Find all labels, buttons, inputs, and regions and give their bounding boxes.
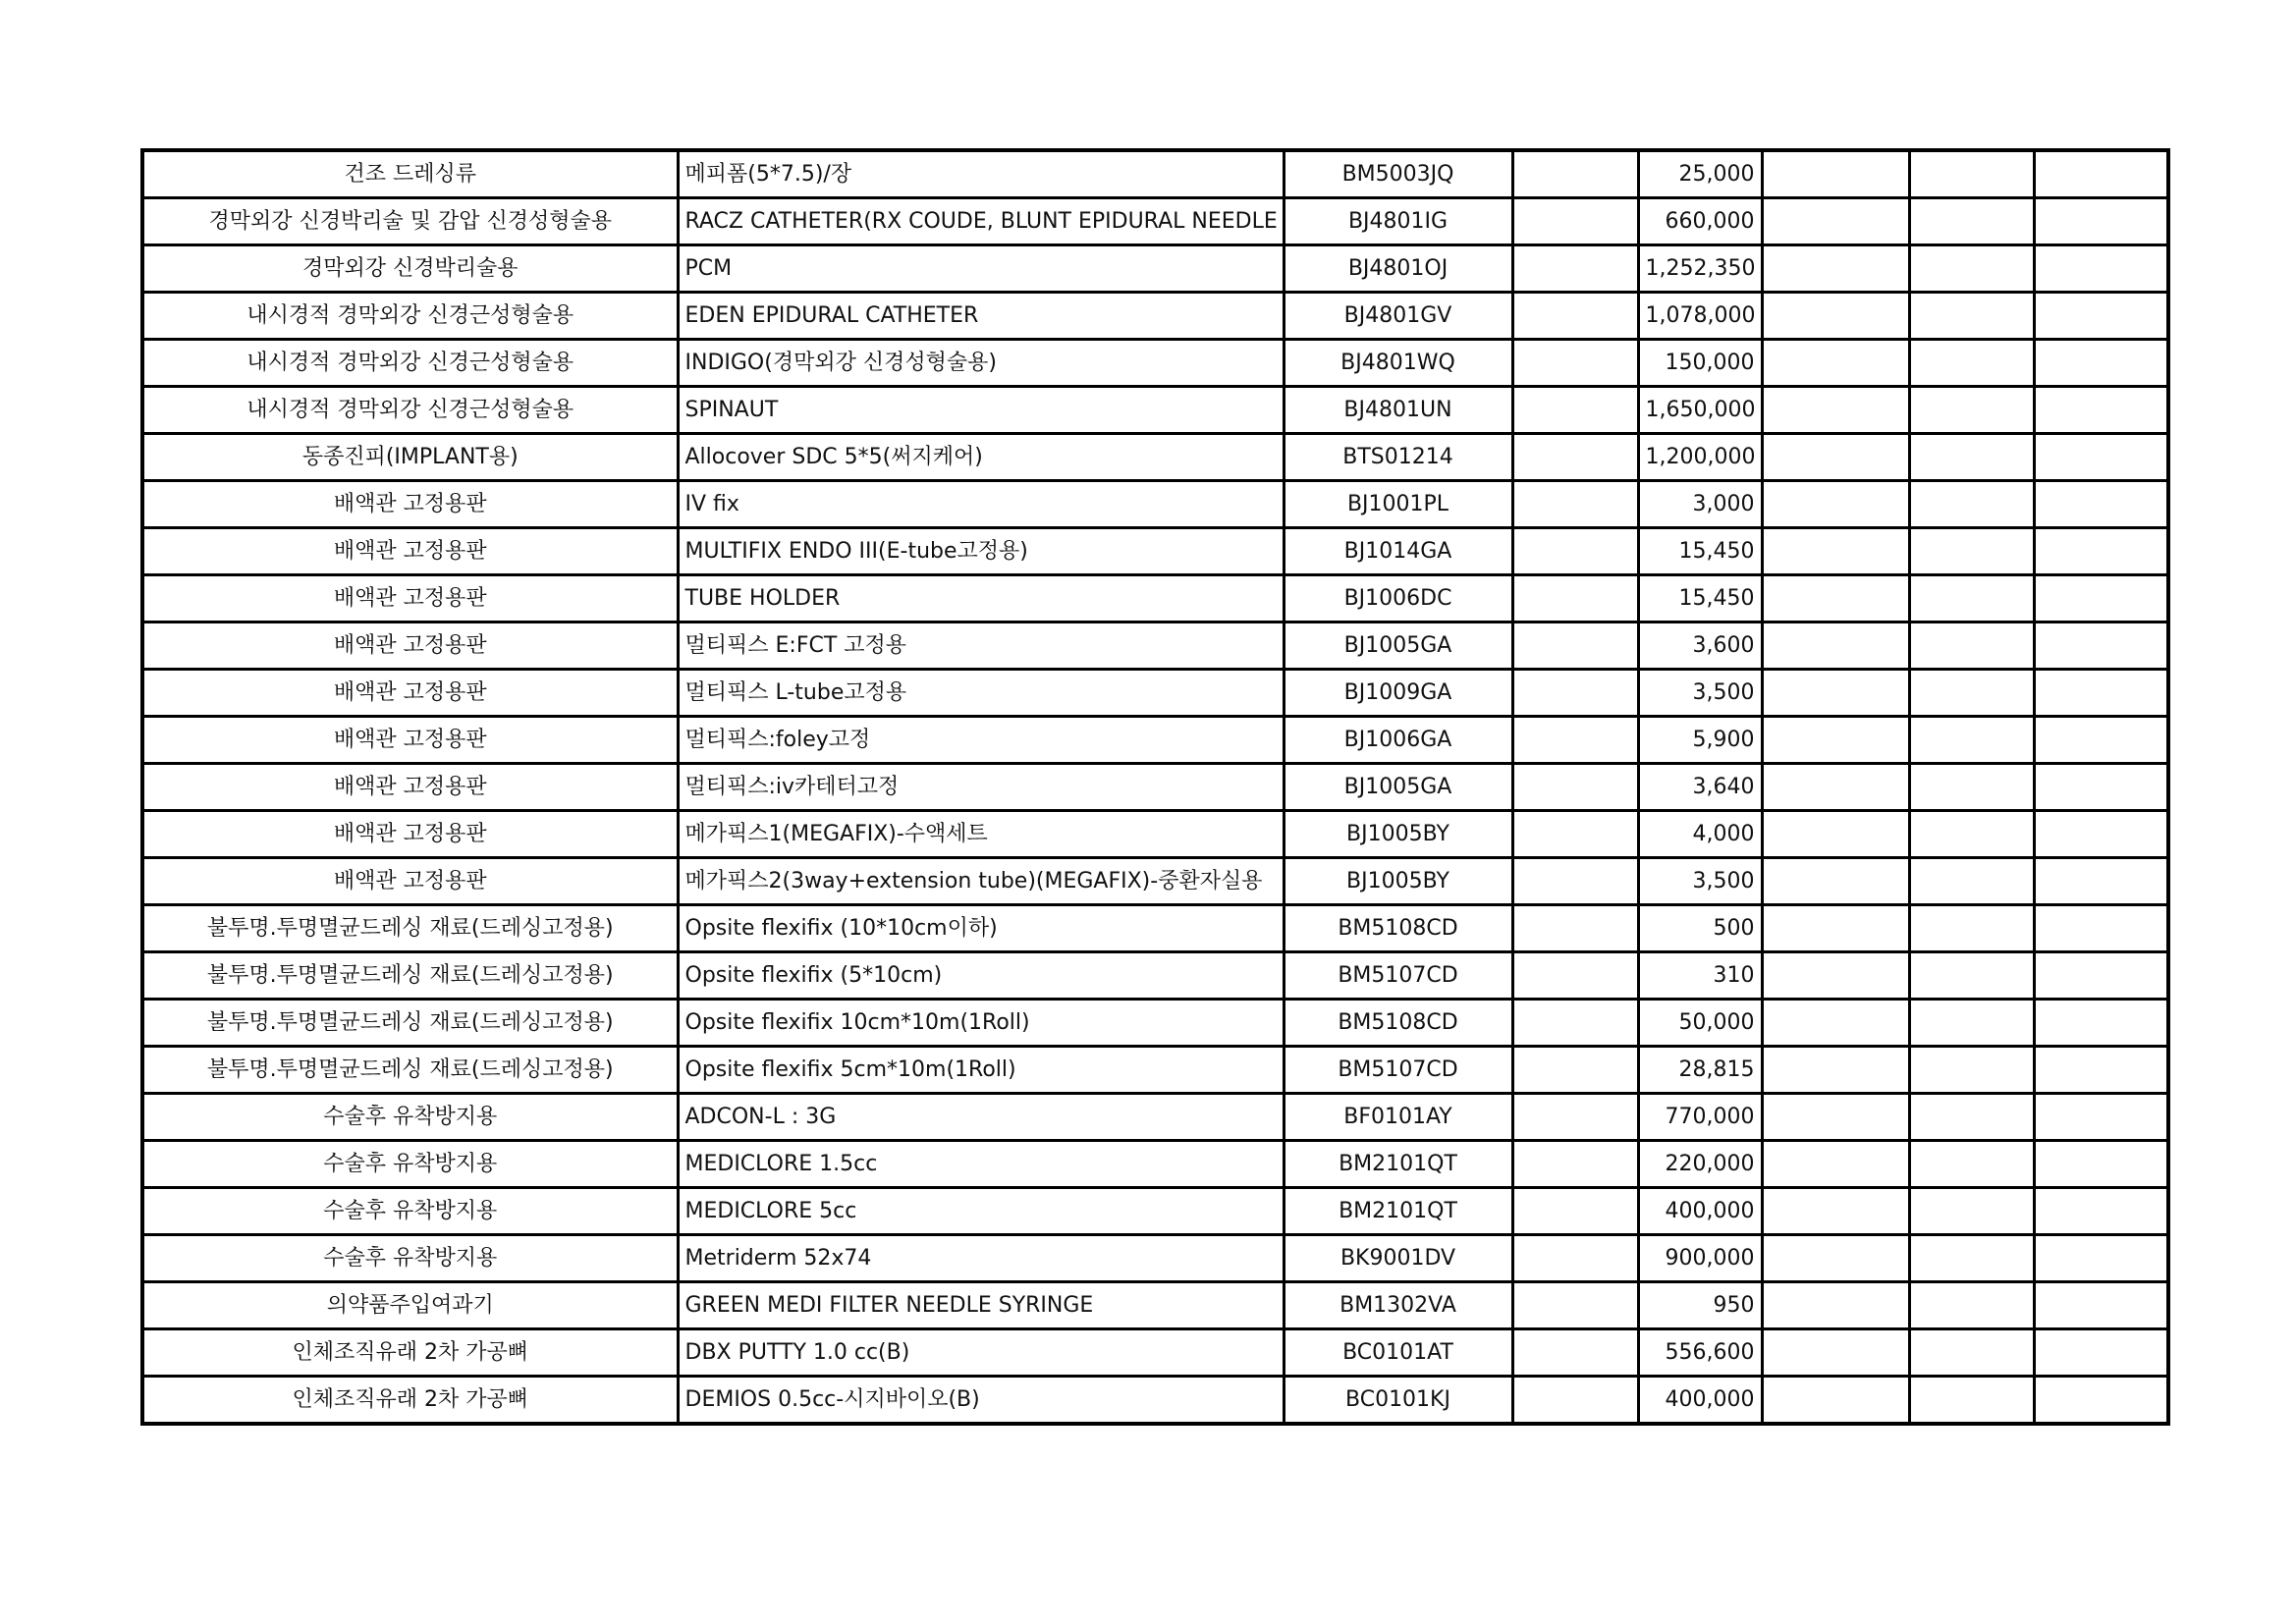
empty-cell — [1762, 528, 1909, 575]
empty-cell — [1762, 198, 1909, 245]
product-name-cell: 멀티픽스 L-tube고정용 — [678, 670, 1284, 717]
empty-cell — [1512, 1329, 1638, 1377]
table-row — [142, 905, 2168, 952]
price-cell: 150,000 — [1638, 340, 1762, 387]
category-cell: 배액관 고정용판 — [142, 481, 678, 528]
empty-cell — [1512, 150, 1638, 198]
empty-cell — [1909, 764, 2034, 811]
empty-cell — [1762, 811, 1909, 858]
empty-cell — [1909, 670, 2034, 717]
empty-cell — [1512, 623, 1638, 670]
price-cell: 1,200,000 — [1638, 434, 1762, 481]
product-code-cell: BM2101QT — [1284, 1188, 1512, 1235]
product-name-cell: Opsite flexifix (5*10cm) — [678, 952, 1284, 1000]
empty-cell — [1909, 245, 2034, 293]
table-row — [142, 764, 2168, 811]
category-cell: 인체조직유래 2차 가공뼈 — [142, 1377, 678, 1425]
empty-cell — [2034, 811, 2168, 858]
table-row — [142, 858, 2168, 905]
price-cell: 50,000 — [1638, 1000, 1762, 1047]
category-cell: 배액관 고정용판 — [142, 670, 678, 717]
price-cell: 3,000 — [1638, 481, 1762, 528]
empty-cell — [1512, 245, 1638, 293]
category-cell: 배액관 고정용판 — [142, 717, 678, 764]
product-name-cell: DBX PUTTY 1.0 cc(B) — [678, 1329, 1284, 1377]
product-code-cell: BJ1006GA — [1284, 717, 1512, 764]
category-cell: 수술후 유착방지용 — [142, 1094, 678, 1141]
empty-cell — [1909, 434, 2034, 481]
empty-cell — [2034, 293, 2168, 340]
product-code-cell: BM1302VA — [1284, 1282, 1512, 1329]
empty-cell — [1762, 387, 1909, 434]
empty-cell — [1909, 1235, 2034, 1282]
empty-cell — [1512, 1047, 1638, 1094]
empty-cell — [1909, 1094, 2034, 1141]
empty-cell — [1762, 764, 1909, 811]
price-cell: 220,000 — [1638, 1141, 1762, 1188]
empty-cell — [1512, 528, 1638, 575]
product-code-cell: BJ1009GA — [1284, 670, 1512, 717]
price-cell: 25,000 — [1638, 150, 1762, 198]
empty-cell — [2034, 434, 2168, 481]
empty-cell — [1762, 1282, 1909, 1329]
price-cell: 15,450 — [1638, 575, 1762, 623]
category-cell: 배액관 고정용판 — [142, 858, 678, 905]
empty-cell — [1909, 1282, 2034, 1329]
empty-cell — [1512, 1377, 1638, 1425]
empty-cell — [1512, 905, 1638, 952]
table-row — [142, 1282, 2168, 1329]
price-cell: 3,640 — [1638, 764, 1762, 811]
empty-cell — [1512, 1282, 1638, 1329]
table-row — [142, 198, 2168, 245]
empty-cell — [1762, 1329, 1909, 1377]
product-code-cell: BM5108CD — [1284, 905, 1512, 952]
category-cell: 건조 드레싱류 — [142, 150, 678, 198]
product-name-cell: 멀티픽스 E:FCT 고정용 — [678, 623, 1284, 670]
price-cell: 4,000 — [1638, 811, 1762, 858]
empty-cell — [1512, 952, 1638, 1000]
empty-cell — [2034, 1235, 2168, 1282]
product-name-cell: Metriderm 52x74 — [678, 1235, 1284, 1282]
empty-cell — [1512, 575, 1638, 623]
price-cell: 310 — [1638, 952, 1762, 1000]
empty-cell — [2034, 1141, 2168, 1188]
price-cell: 5,900 — [1638, 717, 1762, 764]
empty-cell — [1909, 623, 2034, 670]
empty-cell — [1512, 340, 1638, 387]
price-cell: 500 — [1638, 905, 1762, 952]
category-cell: 배액관 고정용판 — [142, 811, 678, 858]
empty-cell — [1909, 387, 2034, 434]
price-cell: 3,500 — [1638, 670, 1762, 717]
product-name-cell: IV fix — [678, 481, 1284, 528]
empty-cell — [1512, 434, 1638, 481]
table-row — [142, 1047, 2168, 1094]
product-code-cell: BJ1005BY — [1284, 858, 1512, 905]
price-cell: 950 — [1638, 1282, 1762, 1329]
price-cell: 770,000 — [1638, 1094, 1762, 1141]
product-name-cell: Opsite flexifix (10*10cm이하) — [678, 905, 1284, 952]
table-row — [142, 1235, 2168, 1282]
product-name-cell: Opsite flexifix 5cm*10m(1Roll) — [678, 1047, 1284, 1094]
price-cell: 3,500 — [1638, 858, 1762, 905]
empty-cell — [2034, 245, 2168, 293]
empty-cell — [1762, 1188, 1909, 1235]
table-row — [142, 528, 2168, 575]
product-name-cell: 메피폼(5*7.5)/장 — [678, 150, 1284, 198]
empty-cell — [2034, 1282, 2168, 1329]
table-row — [142, 1000, 2168, 1047]
product-code-cell: BTS01214 — [1284, 434, 1512, 481]
empty-cell — [1512, 1188, 1638, 1235]
empty-cell — [1762, 1235, 1909, 1282]
category-cell: 수술후 유착방지용 — [142, 1188, 678, 1235]
category-cell: 배액관 고정용판 — [142, 528, 678, 575]
product-code-cell: BC0101AT — [1284, 1329, 1512, 1377]
product-name-cell: Opsite flexifix 10cm*10m(1Roll) — [678, 1000, 1284, 1047]
empty-cell — [1762, 952, 1909, 1000]
category-cell: 불투명.투명멸균드레싱 재료(드레싱고정용) — [142, 952, 678, 1000]
table-row — [142, 717, 2168, 764]
empty-cell — [2034, 1329, 2168, 1377]
category-cell: 불투명.투명멸균드레싱 재료(드레싱고정용) — [142, 905, 678, 952]
product-code-cell: BJ4801GV — [1284, 293, 1512, 340]
empty-cell — [2034, 1377, 2168, 1425]
empty-cell — [1909, 198, 2034, 245]
table-row — [142, 623, 2168, 670]
product-name-cell: 멀티픽스:foley고정 — [678, 717, 1284, 764]
category-cell: 내시경적 경막외강 신경근성형술용 — [142, 340, 678, 387]
category-cell: 내시경적 경막외강 신경근성형술용 — [142, 293, 678, 340]
category-cell: 내시경적 경막외강 신경근성형술용 — [142, 387, 678, 434]
category-cell: 불투명.투명멸균드레싱 재료(드레싱고정용) — [142, 1000, 678, 1047]
empty-cell — [1762, 340, 1909, 387]
empty-cell — [1909, 811, 2034, 858]
empty-cell — [1909, 905, 2034, 952]
table-row — [142, 150, 2168, 198]
product-code-cell: BC0101KJ — [1284, 1377, 1512, 1425]
empty-cell — [1762, 717, 1909, 764]
empty-cell — [1762, 150, 1909, 198]
product-code-cell: BM5107CD — [1284, 1047, 1512, 1094]
table-row — [142, 481, 2168, 528]
category-cell: 경막외강 신경박리술 및 감압 신경성형술용 — [142, 198, 678, 245]
empty-cell — [2034, 481, 2168, 528]
empty-cell — [2034, 764, 2168, 811]
product-name-cell: GREEN MEDI FILTER NEEDLE SYRINGE — [678, 1282, 1284, 1329]
table-body — [142, 150, 2168, 1424]
price-cell: 1,078,000 — [1638, 293, 1762, 340]
empty-cell — [1762, 858, 1909, 905]
category-cell: 배액관 고정용판 — [142, 623, 678, 670]
empty-cell — [1909, 1000, 2034, 1047]
empty-cell — [1909, 575, 2034, 623]
product-code-cell: BJ1006DC — [1284, 575, 1512, 623]
product-name-cell: 메가픽스2(3way+extension tube)(MEGAFIX)-중환자실용 — [678, 858, 1284, 905]
empty-cell — [1909, 340, 2034, 387]
table-row — [142, 1377, 2168, 1425]
empty-cell — [2034, 387, 2168, 434]
table-row — [142, 1188, 2168, 1235]
price-table — [140, 148, 2170, 1426]
empty-cell — [1909, 1047, 2034, 1094]
category-cell: 배액관 고정용판 — [142, 575, 678, 623]
table-row — [142, 387, 2168, 434]
empty-cell — [1762, 1000, 1909, 1047]
product-name-cell: TUBE HOLDER — [678, 575, 1284, 623]
price-list-sheet — [140, 148, 2166, 1426]
empty-cell — [1909, 528, 2034, 575]
empty-cell — [1909, 1329, 2034, 1377]
empty-cell — [2034, 1188, 2168, 1235]
price-cell: 3,600 — [1638, 623, 1762, 670]
product-name-cell: MULTIFIX ENDO III(E-tube고정용) — [678, 528, 1284, 575]
empty-cell — [1909, 858, 2034, 905]
category-cell: 수술후 유착방지용 — [142, 1235, 678, 1282]
empty-cell — [1762, 1094, 1909, 1141]
empty-cell — [2034, 1094, 2168, 1141]
empty-cell — [1512, 481, 1638, 528]
empty-cell — [1909, 952, 2034, 1000]
product-name-cell: DEMIOS 0.5cc-시지바이오(B) — [678, 1377, 1284, 1425]
product-name-cell: RACZ CATHETER(RX COUDE, BLUNT EPIDURAL NEEDLE — [678, 198, 1284, 245]
table-row — [142, 670, 2168, 717]
table-row — [142, 1141, 2168, 1188]
empty-cell — [2034, 858, 2168, 905]
empty-cell — [2034, 952, 2168, 1000]
empty-cell — [2034, 198, 2168, 245]
price-cell: 400,000 — [1638, 1377, 1762, 1425]
product-name-cell: MEDICLORE 1.5cc — [678, 1141, 1284, 1188]
empty-cell — [1909, 717, 2034, 764]
product-name-cell: 멀티픽스:iv카테터고정 — [678, 764, 1284, 811]
category-cell: 불투명.투명멸균드레싱 재료(드레싱고정용) — [142, 1047, 678, 1094]
price-cell: 556,600 — [1638, 1329, 1762, 1377]
empty-cell — [1762, 905, 1909, 952]
product-code-cell: BM5107CD — [1284, 952, 1512, 1000]
empty-cell — [1762, 1047, 1909, 1094]
product-name-cell: PCM — [678, 245, 1284, 293]
empty-cell — [2034, 623, 2168, 670]
empty-cell — [1762, 293, 1909, 340]
category-cell: 인체조직유래 2차 가공뼈 — [142, 1329, 678, 1377]
table-row — [142, 434, 2168, 481]
empty-cell — [1762, 1377, 1909, 1425]
empty-cell — [1909, 481, 2034, 528]
empty-cell — [2034, 670, 2168, 717]
table-row — [142, 245, 2168, 293]
empty-cell — [1762, 481, 1909, 528]
empty-cell — [1512, 198, 1638, 245]
empty-cell — [2034, 1047, 2168, 1094]
product-code-cell: BJ4801WQ — [1284, 340, 1512, 387]
empty-cell — [2034, 1000, 2168, 1047]
product-code-cell: BM5108CD — [1284, 1000, 1512, 1047]
empty-cell — [1909, 293, 2034, 340]
product-name-cell: INDIGO(경막외강 신경성형술용) — [678, 340, 1284, 387]
empty-cell — [1762, 575, 1909, 623]
empty-cell — [1909, 1141, 2034, 1188]
category-cell: 의약품주입여과기 — [142, 1282, 678, 1329]
product-name-cell: Allocover SDC 5*5(써지케어) — [678, 434, 1284, 481]
product-code-cell: BJ1005GA — [1284, 623, 1512, 670]
product-code-cell: BJ1005GA — [1284, 764, 1512, 811]
empty-cell — [1512, 1235, 1638, 1282]
category-cell: 동종진피(IMPLANT용) — [142, 434, 678, 481]
empty-cell — [1512, 858, 1638, 905]
empty-cell — [2034, 717, 2168, 764]
empty-cell — [1512, 1000, 1638, 1047]
empty-cell — [1762, 623, 1909, 670]
product-code-cell: BM2101QT — [1284, 1141, 1512, 1188]
product-name-cell: 메가픽스1(MEGAFIX)-수액세트 — [678, 811, 1284, 858]
product-code-cell: BF0101AY — [1284, 1094, 1512, 1141]
empty-cell — [1909, 1188, 2034, 1235]
price-cell: 1,252,350 — [1638, 245, 1762, 293]
table-row — [142, 575, 2168, 623]
price-cell: 28,815 — [1638, 1047, 1762, 1094]
empty-cell — [2034, 340, 2168, 387]
table-row — [142, 340, 2168, 387]
price-cell: 400,000 — [1638, 1188, 1762, 1235]
table-row — [142, 293, 2168, 340]
product-name-cell: SPINAUT — [678, 387, 1284, 434]
empty-cell — [2034, 905, 2168, 952]
price-cell: 900,000 — [1638, 1235, 1762, 1282]
product-code-cell: BJ1005BY — [1284, 811, 1512, 858]
empty-cell — [1512, 764, 1638, 811]
product-code-cell: BJ1001PL — [1284, 481, 1512, 528]
price-cell: 1,650,000 — [1638, 387, 1762, 434]
category-cell: 배액관 고정용판 — [142, 764, 678, 811]
table-row — [142, 1094, 2168, 1141]
empty-cell — [1512, 717, 1638, 764]
empty-cell — [2034, 528, 2168, 575]
category-cell: 수술후 유착방지용 — [142, 1141, 678, 1188]
category-cell: 경막외강 신경박리술용 — [142, 245, 678, 293]
price-cell: 15,450 — [1638, 528, 1762, 575]
empty-cell — [1909, 1377, 2034, 1425]
empty-cell — [1762, 670, 1909, 717]
empty-cell — [1512, 1141, 1638, 1188]
empty-cell — [1512, 811, 1638, 858]
product-code-cell: BM5003JQ — [1284, 150, 1512, 198]
empty-cell — [1512, 670, 1638, 717]
table-row — [142, 952, 2168, 1000]
product-name-cell: ADCON-L : 3G — [678, 1094, 1284, 1141]
product-code-cell: BJ1014GA — [1284, 528, 1512, 575]
empty-cell — [1909, 150, 2034, 198]
product-name-cell: MEDICLORE 5cc — [678, 1188, 1284, 1235]
empty-cell — [1762, 1141, 1909, 1188]
empty-cell — [1512, 1094, 1638, 1141]
empty-cell — [1762, 245, 1909, 293]
empty-cell — [2034, 150, 2168, 198]
product-name-cell: EDEN EPIDURAL CATHETER — [678, 293, 1284, 340]
table-row — [142, 1329, 2168, 1377]
price-cell: 660,000 — [1638, 198, 1762, 245]
empty-cell — [1762, 434, 1909, 481]
product-code-cell: BJ4801IG — [1284, 198, 1512, 245]
empty-cell — [2034, 575, 2168, 623]
product-code-cell: BJ4801UN — [1284, 387, 1512, 434]
product-code-cell: BJ4801OJ — [1284, 245, 1512, 293]
table-row — [142, 811, 2168, 858]
empty-cell — [1512, 293, 1638, 340]
empty-cell — [1512, 387, 1638, 434]
product-code-cell: BK9001DV — [1284, 1235, 1512, 1282]
